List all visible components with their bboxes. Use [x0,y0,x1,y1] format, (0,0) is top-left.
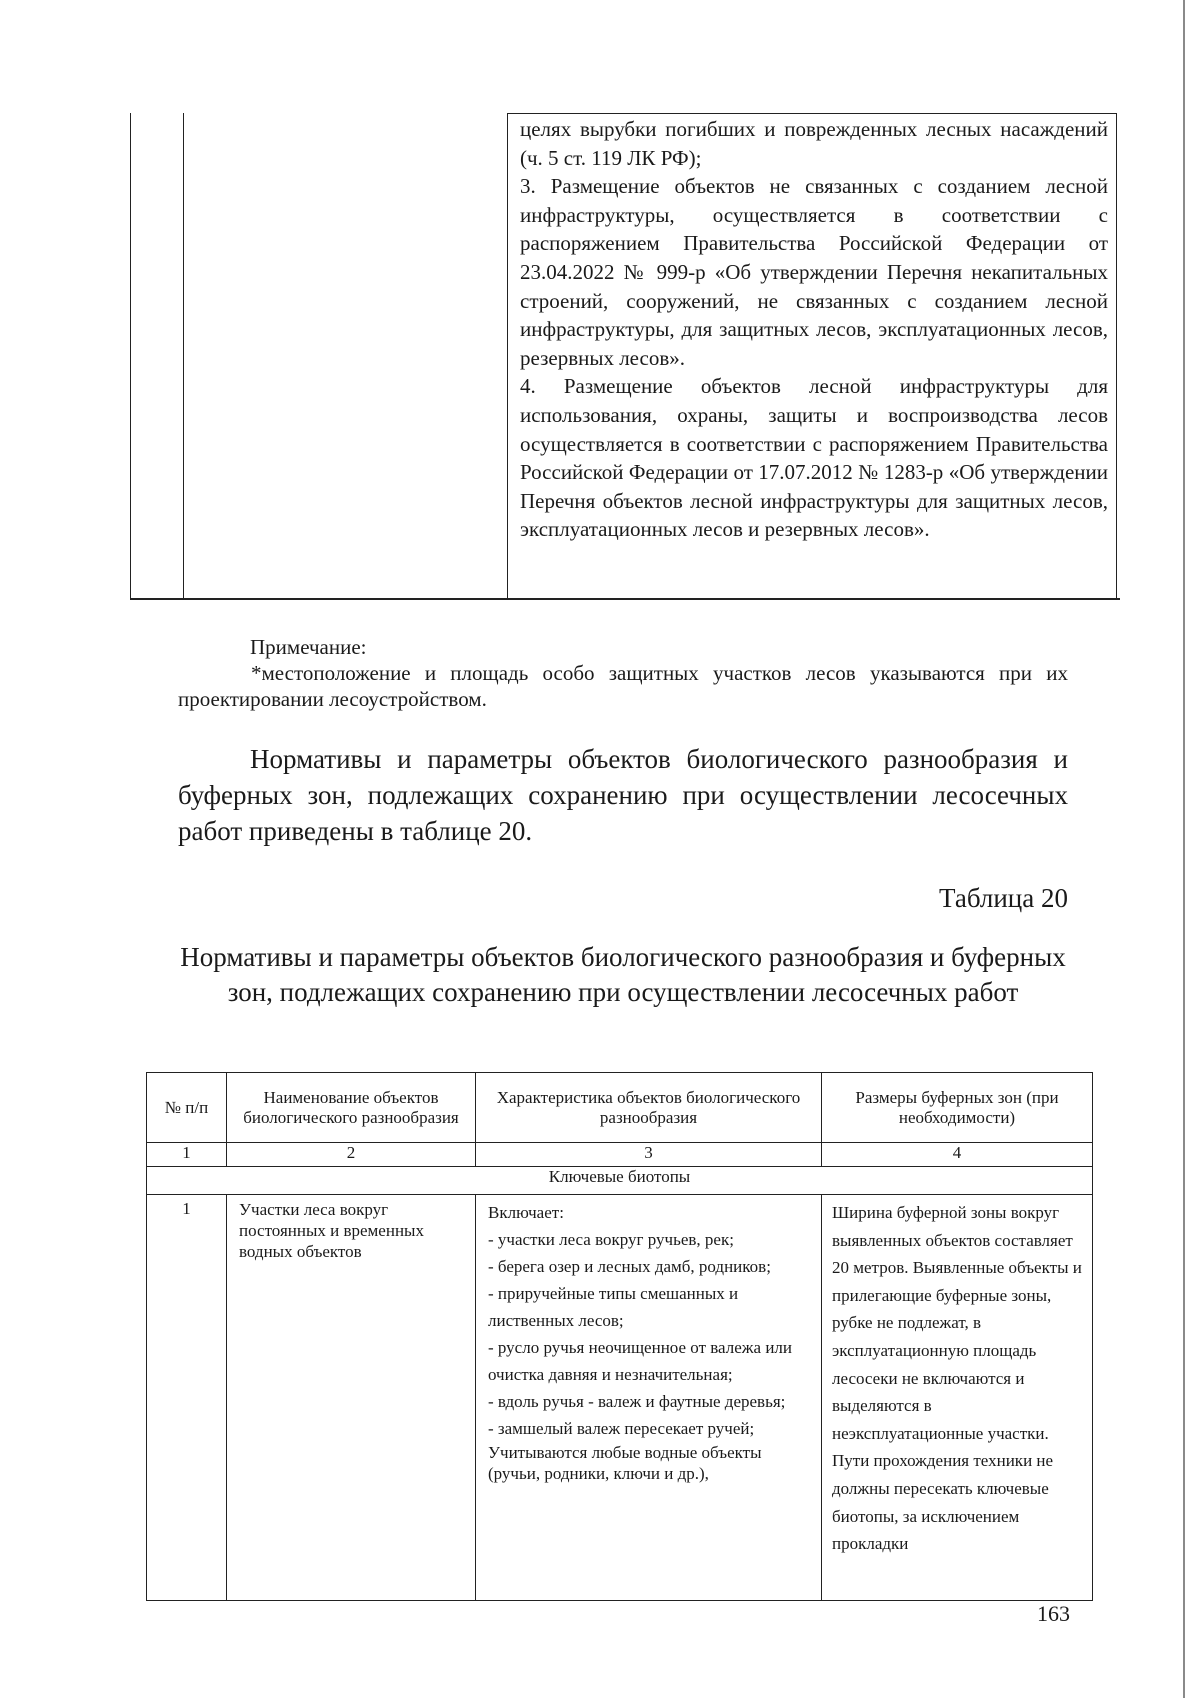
cell-paragraph-3: 4. Размещение объектов лесной инфраструктуры для использования, охраны, защиты и воспроизводства лесов осуществляется в соответствии с распоряжением Правительства Российской Федерации от 17.07.2012 № 1283-р «Об утверждении Перечня объектов лесной инфраструктуры для защитных лесов, эксплуатационных лесов и резервных лесов». [520,374,1108,542]
header-characteristics: Характеристика объектов биологического разнообразия [476,1073,822,1143]
column-number: 4 [822,1143,1093,1167]
characteristic-line: Включает: [488,1203,564,1222]
characteristic-line: - берега озер и лесных дамб, родников; [488,1257,771,1276]
characteristic-line: - участки леса вокруг ручьев, рек; [488,1230,734,1249]
table-column-divider [183,113,184,599]
row-buffer-size: Ширина буферной зоны вокруг выявленных объектов составляет 20 метров. Выявленные объекты и прилегающие буферные зоны, рубке не подлежат, в эксплуатационную площадь лесосеки не включаются и выделяются в неэксплуатационные участки. Пути прохождения техники не должны пересекать ключевые биотопы, за исключением прокладки [822,1195,1093,1601]
header-number: № п/п [147,1073,227,1143]
note-block [178,634,1068,712]
cell-paragraph-2: 3. Размещение объектов не связанных с созданием лесной инфраструктуры, осуществляется в соответствии с распоряжением Правительства Российской Федерации от 23.04.2022 № 999-р «Об утверждении Перечня некапитальных строений, сооружений, не связанных с созданием лесной инфраструктуры, для защитных лесов, эксплуатационных лесов, резервных лесов». [520,174,1108,370]
header-object-name: Наименование объектов биологического разнообразия [227,1073,476,1143]
column-number-row [147,1143,1093,1167]
table-header-row [147,1073,1093,1143]
table-text-cell-content [520,115,1108,544]
row-characteristics [476,1195,822,1601]
body-paragraph: Нормативы и параметры объектов биологического разнообразия и буферных зон, подлежащих сохранению при осуществлении лесосечных работ приведены в таблице 20. [178,744,1068,846]
header-buffer-sizes: Размеры буферных зон (при необходимости) [822,1073,1093,1143]
table-title: Нормативы и параметры объектов биологического разнообразия и буферных зон, подлежащих сохранению при осуществлении лесосечных работ [180,942,1066,1007]
characteristic-line: - замшелый валеж пересекает ручей; [488,1419,755,1438]
continued-table [130,113,1120,599]
row-object-name: Участки леса вокруг постоянных и временных водных объектов [227,1195,476,1601]
characteristic-line: - вдоль ручья - валеж и фаутные деревья; [488,1392,786,1411]
page-edge-line [1183,0,1185,1698]
section-row [147,1167,1093,1195]
column-number: 2 [227,1143,476,1167]
column-number: 3 [476,1143,822,1167]
table-label: Таблица 20 [939,883,1068,913]
page-number: 163 [1037,1601,1070,1626]
cell-paragraph-1: целях вырубки погибших и поврежденных лесных насаждений (ч. 5 ст. 119 ЛК РФ); [520,117,1108,170]
table-row [147,1195,1093,1601]
column-number: 1 [147,1143,227,1167]
note-title: Примечание: [250,635,367,659]
characteristic-line: - русло ручья неочищенное от валежа или очистка давняя и незначительная; [488,1338,792,1384]
characteristic-line: - приручейные типы смешанных и лиственных лесов; [488,1284,739,1330]
table-left-border [130,113,131,599]
section-title: Ключевые биотопы [147,1167,1093,1195]
note-text: *местоположение и площадь особо защитных участков лесов указываются при их проектировании лесоустройством. [178,661,1068,711]
row-number: 1 [147,1195,227,1601]
biodiversity-table [146,1072,1093,1601]
characteristic-line: Учитываются любые водные объекты (ручьи, родники, ключи и др.), [488,1443,762,1483]
